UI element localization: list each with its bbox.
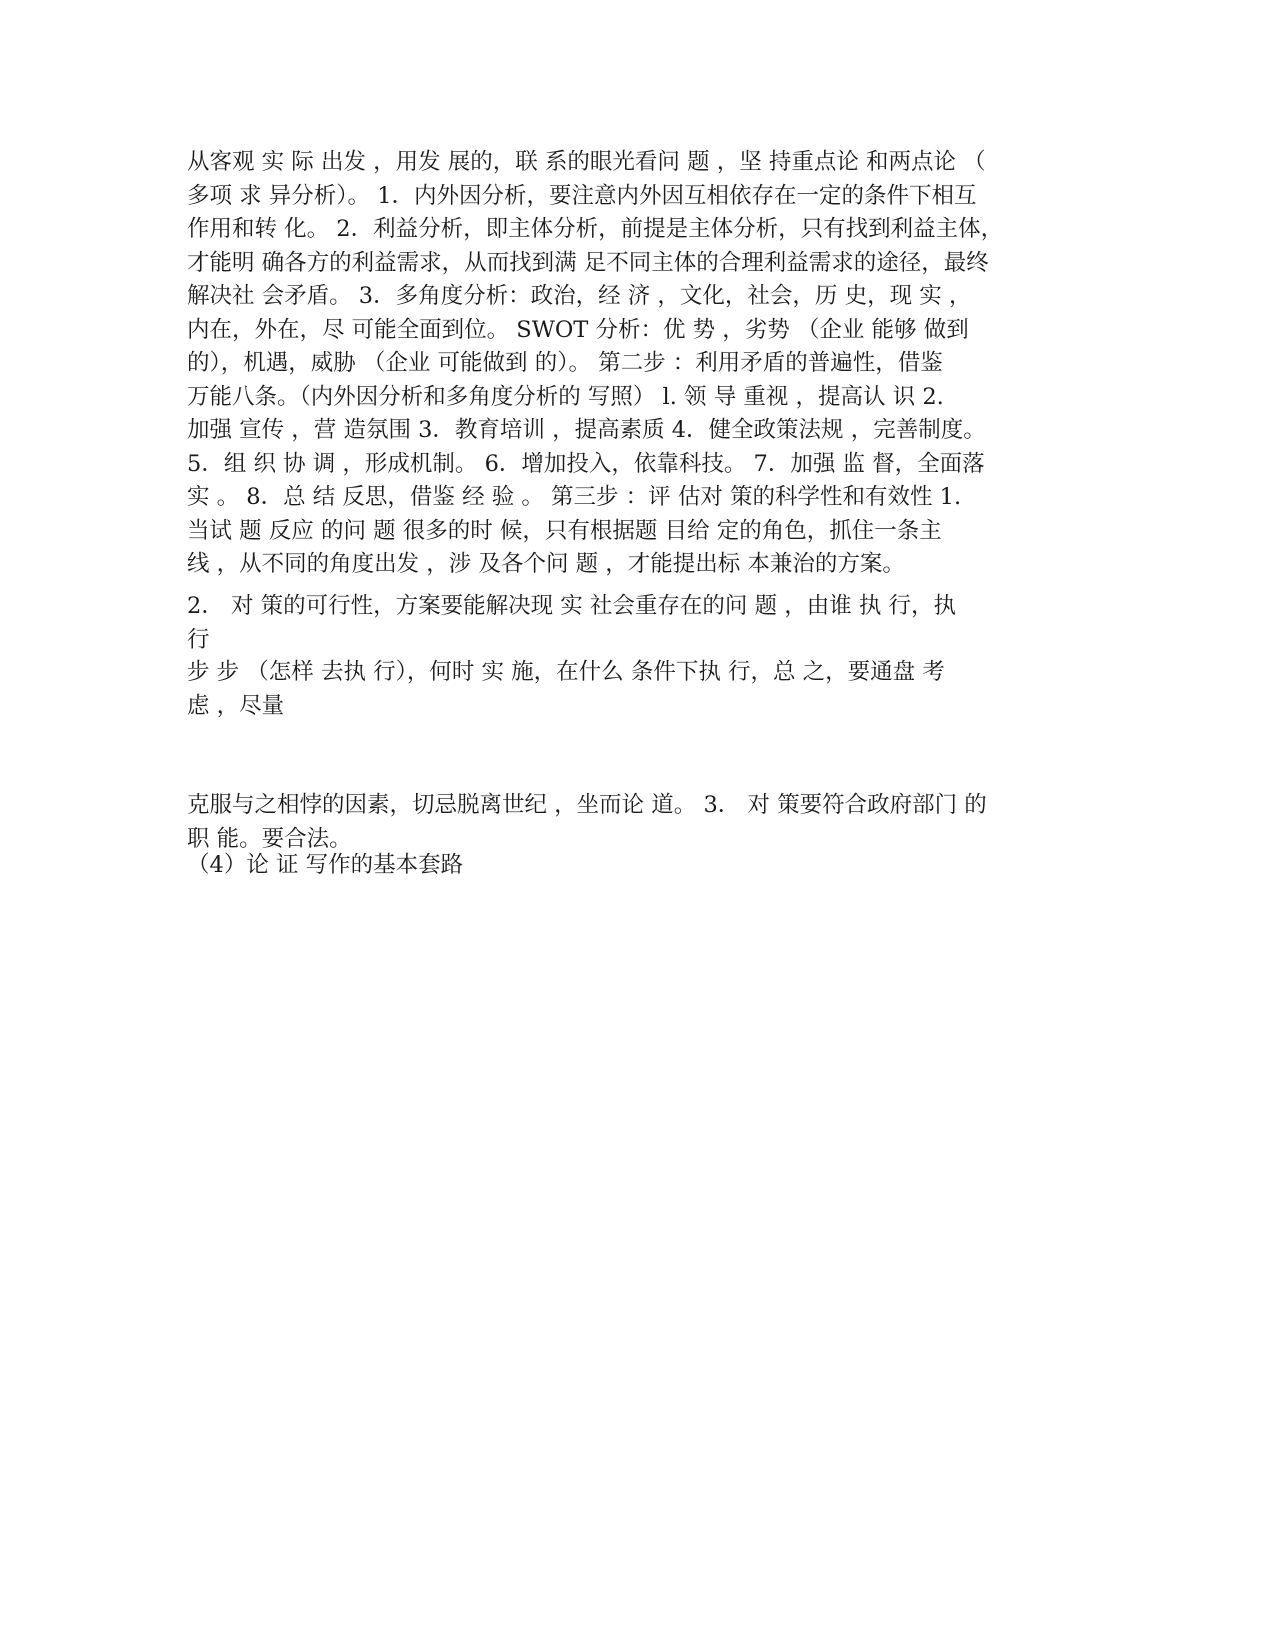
text-line: 多项 求 异分析）。 1．内外因分析，要注意内外因互相依存在一定的条件下相互 xyxy=(187,182,977,209)
text-line: 当试 题 反应 的问 题 很多的时 候，只有根据题 目给 定的角色，抓住一条主 xyxy=(187,517,942,544)
paragraph-analysis-steps xyxy=(187,146,1117,582)
paragraph-legality xyxy=(187,789,1117,856)
text-line: 的），机遇，威胁 （企业 可能做到 的）。 第二步 ：利用矛盾的普遍性，借鉴 xyxy=(187,350,943,376)
section-heading xyxy=(187,849,1117,883)
text-line: 5．组 织 协 调 ，形成机制。 6．增加投入，依靠科技。 7．加强 监 督，全面落 xyxy=(187,450,985,477)
text-line: 实 。 8．总 结 反思，借鉴 经 验 。 第三步 ：评 估对 策的科学性和有效性 1. xyxy=(187,484,962,510)
text-line: 行 xyxy=(187,626,210,653)
text-line: 才能明 确各方的利益需求，从而找到满 足不同主体的合理利益需求的途径，最终 xyxy=(187,249,989,276)
text-line: 职 能。要合法。 xyxy=(187,825,352,852)
text-line: 解决社 会矛盾。 3．多角度分析：政治，经 济 ，文化，社会，历 史，现 实 ， xyxy=(187,283,972,309)
text-line: 作用和转 化。 2．利益分析，即主体分析，前提是主体分析，只有找到利益主体， xyxy=(187,216,1004,242)
text-line: 克服与之相悖的因素，切忌脱离世纪 ，坐而论 道。 3． 对 策要符合政府部门 的 xyxy=(187,792,987,818)
text-line: 内在，外在，尽 可能全面到位。 SWOT 分析：优 势 ，劣势 （企业 能够 做到 xyxy=(187,316,969,343)
paragraph-execution-steps xyxy=(187,656,1117,723)
paragraph-feasibility xyxy=(187,590,1117,657)
text-line: 万能八条。（内外因分析和多角度分析的 写照） l. 领 导 重视 ，提高认 识 2. xyxy=(187,383,944,410)
text-line: 从客观 实 际 出发 ，用发 展的，联 系的眼光看问 题 ，坚 持重点论 和两点论 （ xyxy=(187,149,986,175)
text-line: 虑 ，尽量 xyxy=(187,692,285,719)
text-line: 步 步 （怎样 去执 行），何时 实 施，在什么 条件下执 行，总 之，要通盘 考 xyxy=(187,659,945,685)
text-line: 2． 对 策的可行性，方案要能解决现 实 社会重存在的问 题 ，由谁 执 行，执 xyxy=(187,593,957,619)
text-line: 线 ，从不同的角度出发 ，涉 及各个问 题 ，才能提出标 本兼治的方案。 xyxy=(187,551,905,577)
heading-text: （4）论 证 写作的基本套路 xyxy=(187,852,464,878)
text-line: 加强 宣传 ，营 造氛围 3．教育培训 ，提高素质 4．健全政策法规 ，完善制度。 xyxy=(187,417,986,443)
